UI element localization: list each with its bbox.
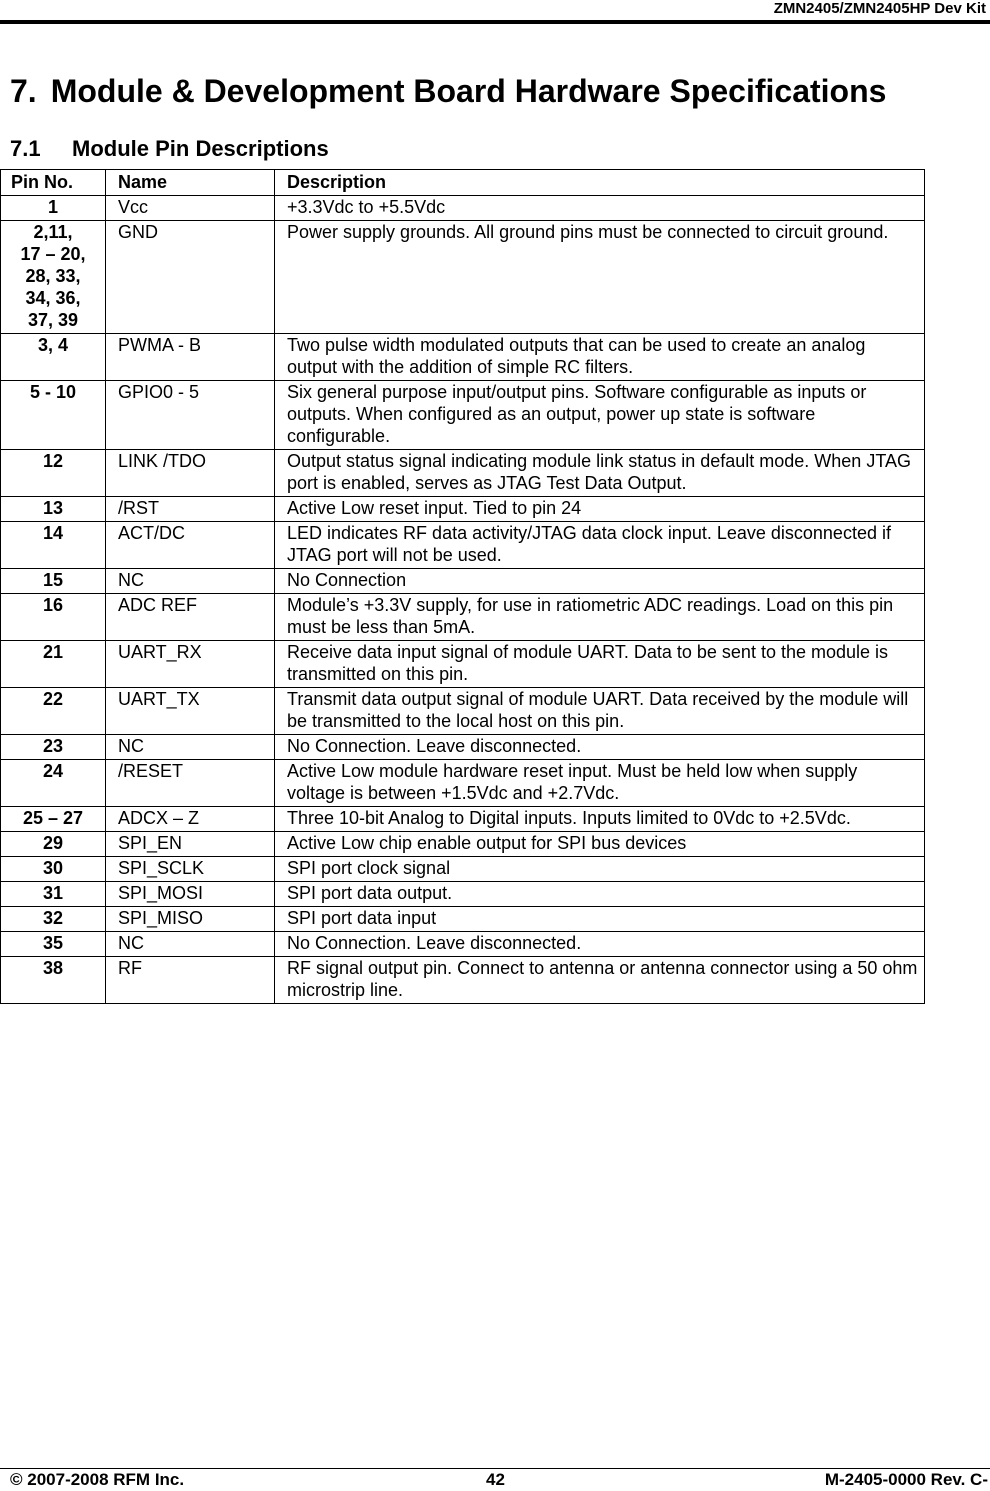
subsection-heading xyxy=(10,135,329,163)
pin-name-cell: RF xyxy=(106,957,275,1004)
pin-number: 37, 39 xyxy=(27,310,79,330)
pin-name-cell: UART_TX xyxy=(106,688,275,735)
pin-name-cell: SPI_EN xyxy=(106,832,275,857)
footer-page-number: 42 xyxy=(486,1470,505,1489)
pin-description-cell: Transmit data output signal of module UART. Data received by the module will be transmitted to the local host on this pin. xyxy=(275,688,925,735)
pin-number: 30 xyxy=(42,858,64,878)
pin-description-cell: Power supply grounds. All ground pins must be connected to circuit ground. xyxy=(275,221,925,334)
pin-name-cell: GND xyxy=(106,221,275,334)
table-header-row xyxy=(1,170,925,196)
pin-number: 28, 33, xyxy=(25,266,81,286)
subsection-number: 7.1 xyxy=(10,136,41,161)
pin-description-cell: Receive data input signal of module UART. Data to be sent to the module is transmitted on this pin. xyxy=(275,641,925,688)
pin-number: 16 xyxy=(42,595,64,615)
pin-number: 12 xyxy=(42,451,64,471)
pin-number: 34, 36, xyxy=(25,288,81,308)
pin-number: 17 – 20, xyxy=(20,244,86,264)
table-row xyxy=(1,594,925,641)
pin-description-cell: Module’s +3.3V supply, for use in ratiometric ADC readings. Load on this pin must be less than 5mA. xyxy=(275,594,925,641)
pin-number-cell xyxy=(1,334,106,381)
pin-description-cell: Active Low chip enable output for SPI bus devices xyxy=(275,832,925,857)
section-heading xyxy=(10,71,886,111)
section-title: Module & Development Board Hardware Specifications xyxy=(50,73,887,109)
pin-number: 22 xyxy=(42,689,64,709)
column-header-pin: Pin No. xyxy=(1,170,106,196)
pin-description-cell: No Connection xyxy=(275,569,925,594)
pin-number-cell xyxy=(1,381,106,450)
pin-name-cell: NC xyxy=(106,569,275,594)
pin-description-cell: Output status signal indicating module link status in default mode. When JTAG port is enabled, serves as JTAG Test Data Output. xyxy=(275,450,925,497)
pin-number: 24 xyxy=(42,761,64,781)
pin-description-cell: Two pulse width modulated outputs that can be used to create an analog output with the addition of simple RC filters. xyxy=(275,334,925,381)
pin-number-cell xyxy=(1,932,106,957)
pin-name-cell: UART_RX xyxy=(106,641,275,688)
table-row xyxy=(1,334,925,381)
pin-name-cell: NC xyxy=(106,735,275,760)
pin-number: 35 xyxy=(42,933,64,953)
pin-number-cell xyxy=(1,594,106,641)
pin-number-cell xyxy=(1,735,106,760)
pin-name-cell: ACT/DC xyxy=(106,522,275,569)
pin-number-cell xyxy=(1,196,106,221)
table-row xyxy=(1,882,925,907)
pin-number: 21 xyxy=(42,642,64,662)
column-header-description: Description xyxy=(275,170,925,196)
pin-name-cell: SPI_MOSI xyxy=(106,882,275,907)
footer-doc-id: M-2405-0000 Rev. C- xyxy=(824,1470,988,1489)
pin-name-cell: /RESET xyxy=(106,760,275,807)
pin-name-cell: SPI_MISO xyxy=(106,907,275,932)
table-row xyxy=(1,832,925,857)
pin-name-cell: LINK /TDO xyxy=(106,450,275,497)
pin-description-cell: LED indicates RF data activity/JTAG data clock input. Leave disconnected if JTAG port will not be used. xyxy=(275,522,925,569)
table-row xyxy=(1,688,925,735)
header-rule xyxy=(0,20,990,24)
pin-number-cell xyxy=(1,641,106,688)
table-row xyxy=(1,907,925,932)
footer-rule xyxy=(0,1468,990,1469)
running-header-title: ZMN2405/ZMN2405HP Dev Kit xyxy=(773,0,986,17)
pin-name-cell: ADC REF xyxy=(106,594,275,641)
table-row xyxy=(1,957,925,1004)
pin-number: 38 xyxy=(42,958,64,978)
table-row xyxy=(1,522,925,569)
pin-name-cell: NC xyxy=(106,932,275,957)
pin-number-cell xyxy=(1,522,106,569)
pin-number: 13 xyxy=(42,498,64,518)
pin-name-cell: PWMA - B xyxy=(106,334,275,381)
pin-name-cell: Vcc xyxy=(106,196,275,221)
pin-number-cell xyxy=(1,857,106,882)
pin-name-cell: ADCX – Z xyxy=(106,807,275,832)
pin-description-cell: Six general purpose input/output pins. Software configurable as inputs or outputs. When configured as an output, power up state is software configurable. xyxy=(275,381,925,450)
pin-number: 2,11, xyxy=(33,222,73,242)
pin-number-cell xyxy=(1,221,106,334)
table-row xyxy=(1,381,925,450)
pin-number-cell xyxy=(1,760,106,807)
pin-description-cell: Active Low reset input. Tied to pin 24 xyxy=(275,497,925,522)
pin-number-cell xyxy=(1,957,106,1004)
pin-number: 3, 4 xyxy=(37,335,69,355)
pin-description-cell: No Connection. Leave disconnected. xyxy=(275,932,925,957)
table-row xyxy=(1,932,925,957)
table-row xyxy=(1,641,925,688)
pin-number: 1 xyxy=(47,197,58,217)
pin-name-cell: GPIO0 - 5 xyxy=(106,381,275,450)
pin-number-cell xyxy=(1,450,106,497)
table-row xyxy=(1,497,925,522)
pin-number-cell xyxy=(1,497,106,522)
pin-number-cell xyxy=(1,569,106,594)
pin-number-cell xyxy=(1,882,106,907)
column-header-name: Name xyxy=(106,170,275,196)
subsection-title: Module Pin Descriptions xyxy=(72,136,329,161)
pin-description-cell: +3.3Vdc to +5.5Vdc xyxy=(275,196,925,221)
table-row xyxy=(1,735,925,760)
pin-description-cell: No Connection. Leave disconnected. xyxy=(275,735,925,760)
pin-number: 32 xyxy=(42,908,64,928)
pin-number: 29 xyxy=(42,833,64,853)
pin-description-cell: Three 10-bit Analog to Digital inputs. Inputs limited to 0Vdc to +2.5Vdc. xyxy=(275,807,925,832)
pin-number: 31 xyxy=(42,883,64,903)
pin-number: 5 - 10 xyxy=(29,382,77,402)
pin-number-cell xyxy=(1,688,106,735)
pin-number-cell xyxy=(1,832,106,857)
pin-number-cell xyxy=(1,907,106,932)
pin-name-cell: SPI_SCLK xyxy=(106,857,275,882)
pin-description-cell: SPI port data input xyxy=(275,907,925,932)
pin-name-cell: /RST xyxy=(106,497,275,522)
table-row xyxy=(1,807,925,832)
table-row xyxy=(1,450,925,497)
pin-description-cell: Active Low module hardware reset input. Must be held low when supply voltage is between +1.5Vdc and +2.7Vdc. xyxy=(275,760,925,807)
footer-copyright: © 2007-2008 RFM Inc. xyxy=(10,1470,185,1489)
pin-description-cell: RF signal output pin. Connect to antenna or antenna connector using a 50 ohm microstrip line. xyxy=(275,957,925,1004)
pin-number-cell xyxy=(1,807,106,832)
pin-number: 14 xyxy=(42,523,64,543)
table-row xyxy=(1,760,925,807)
pin-description-table xyxy=(0,169,925,1004)
table-row xyxy=(1,221,925,334)
pin-number: 25 – 27 xyxy=(22,808,84,828)
table-body xyxy=(1,196,925,1004)
pin-number: 23 xyxy=(42,736,64,756)
table-row xyxy=(1,857,925,882)
pin-description-cell: SPI port clock signal xyxy=(275,857,925,882)
table-row xyxy=(1,569,925,594)
table-row xyxy=(1,196,925,221)
pin-number: 15 xyxy=(42,570,64,590)
section-number: 7. xyxy=(10,73,37,109)
pin-description-cell: SPI port data output. xyxy=(275,882,925,907)
